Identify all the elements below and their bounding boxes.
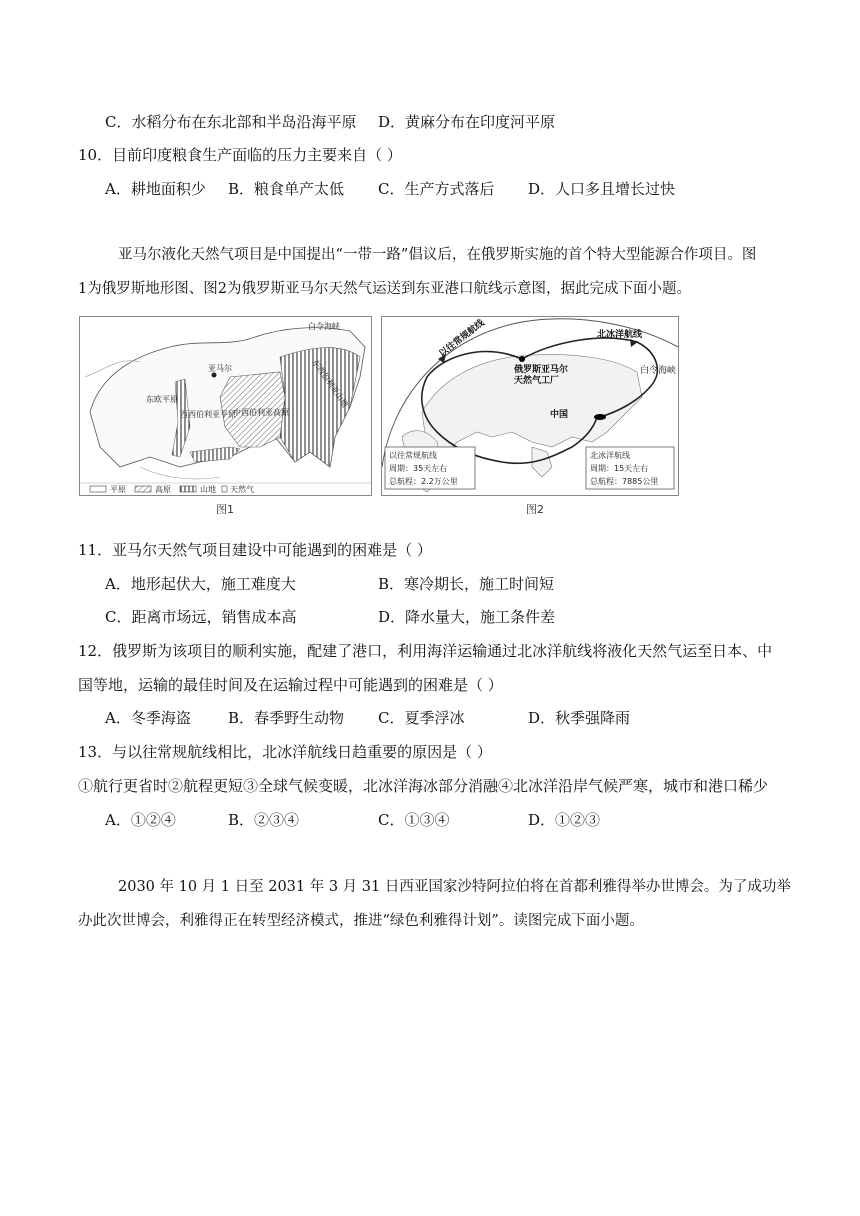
q10-option-a: A．耕地面积少 <box>105 180 206 198</box>
legend-gas: 天然气 <box>230 485 254 494</box>
q9-option-d: D．黄麻分布在印度河平原 <box>378 113 556 131</box>
box-old-period: 周期：35天左右 <box>389 464 448 473</box>
passage2-line2: 办此次世博会，利雅得正在转型经济模式，推进“绿色利雅得计划”。读图完成下面小题。 <box>78 913 644 929</box>
fig1-label-yamal: 亚马尔 <box>208 364 232 373</box>
plant-marker <box>519 356 525 362</box>
legend-mountain-swatch <box>180 486 196 492</box>
q13-stem: 13．与以往常规航线相比，北冰洋航线日趋重要的原因是（ ） <box>78 743 492 761</box>
routes-svg <box>382 317 678 495</box>
q12-option-b: B．春季野生动物 <box>228 709 345 727</box>
q12-option-a: A．冬季海盗 <box>105 709 191 727</box>
port-marker <box>594 414 606 420</box>
figure-1-caption: 图1 <box>216 503 234 516</box>
legend-plateau: 高原 <box>155 485 171 494</box>
russia-terrain-svg <box>80 317 371 495</box>
q10-option-d: D．人口多且增长过快 <box>528 180 676 198</box>
q12-stem-line2: 国等地，运输的最佳时间及在运输过程中可能遇到的困难是（ ） <box>78 676 503 694</box>
q13-statements: ①航行更省时②航程更短③全球气候变暖，北冰洋海冰部分消融④北冰洋沿岸气候严寒，城市和港口稀少 <box>78 777 769 795</box>
q13-option-d: D．①②③ <box>528 811 601 829</box>
fig1-label-west-siberia: 西西伯利亚平原 <box>180 410 236 419</box>
box-arctic-title: 北冰洋航线 <box>590 451 630 460</box>
box-old-distance: 总航程：2.2万公里 <box>389 477 458 486</box>
fig2-label-arctic-route: 北冰洋航线 <box>597 330 643 340</box>
q11-option-c: C．距离市场远，销售成本高 <box>105 608 297 626</box>
fig2-label-bering: 白令海峡 <box>640 366 677 376</box>
passage1-line1: 亚马尔液化天然气项目是中国提出“一带一路”倡议后，在俄罗斯实施的首个特大型能源合作项目。图 <box>118 247 757 263</box>
legend-plateau-swatch <box>135 486 151 492</box>
fig1-label-central-siberia: 中西伯利亚高原 <box>233 408 289 417</box>
q11-option-d: D．降水量大，施工条件差 <box>378 608 556 626</box>
fig1-label-east-mountains: 东西伯利亚山地 <box>310 357 350 410</box>
q13-option-a: A．①②④ <box>105 811 176 829</box>
passage2-line1: 2030 年 10 月 1 日至 2031 年 3 月 31 日西亚国家沙特阿拉伯将在首都利雅得举办世博会。为了成功举 <box>118 879 791 895</box>
passage1-line2: 1为俄罗斯地形图、图2为俄罗斯亚马尔天然气运送到东亚港口航线示意图，据此完成下面小题。 <box>78 281 691 297</box>
q13-option-c: C．①③④ <box>378 811 450 829</box>
legend-mountain: 山地 <box>200 485 216 494</box>
q11-option-b: B．寒冷期长，施工时间短 <box>378 575 555 593</box>
legend-gas-swatch <box>222 486 227 492</box>
fig2-label-old-route: 以往常规航线 <box>437 318 487 360</box>
legend-plain-swatch <box>90 486 106 492</box>
box-arctic-distance: 总航程：7885公里 <box>590 477 659 486</box>
fig2-label-china: 中国 <box>550 410 569 420</box>
figure-1-russia-terrain-map <box>79 316 372 496</box>
figure-2-shipping-routes-map <box>381 316 679 496</box>
q11-stem: 11．亚马尔天然气项目建设中可能遇到的困难是（ ） <box>78 541 432 559</box>
q12-option-d: D．秋季强降雨 <box>528 709 631 727</box>
fig2-label-plant-2: 天然气工厂 <box>514 376 560 386</box>
q12-stem-line1: 12．俄罗斯为该项目的顺利实施，配建了港口，利用海洋运输通过北冰洋航线将液化天然气运至日本、中 <box>78 642 773 660</box>
fig1-label-bering: 白令海峡 <box>308 322 340 331</box>
yamal-gas-marker <box>212 373 217 378</box>
q11-option-a: A．地形起伏大，施工难度大 <box>105 575 296 593</box>
q13-option-b: B．②③④ <box>228 811 300 829</box>
figure-2-caption: 图2 <box>526 503 544 516</box>
q12-option-c: C．夏季浮冰 <box>378 709 465 727</box>
q10-option-b: B．粮食单产太低 <box>228 180 345 198</box>
fig1-label-east-plain: 东欧平原 <box>146 395 178 404</box>
q10-option-c: C．生产方式落后 <box>378 180 495 198</box>
q10-stem: 10．目前印度粮食生产面临的压力主要来自（ ） <box>78 146 402 164</box>
q9-option-c: C．水稻分布在东北部和半岛沿海平原 <box>105 113 357 131</box>
fig2-label-plant-1: 俄罗斯亚马尔 <box>514 365 569 375</box>
box-arctic-period: 周期：15天左右 <box>590 464 649 473</box>
legend-plain: 平原 <box>110 485 126 494</box>
box-old-title: 以往常规航线 <box>389 451 437 460</box>
